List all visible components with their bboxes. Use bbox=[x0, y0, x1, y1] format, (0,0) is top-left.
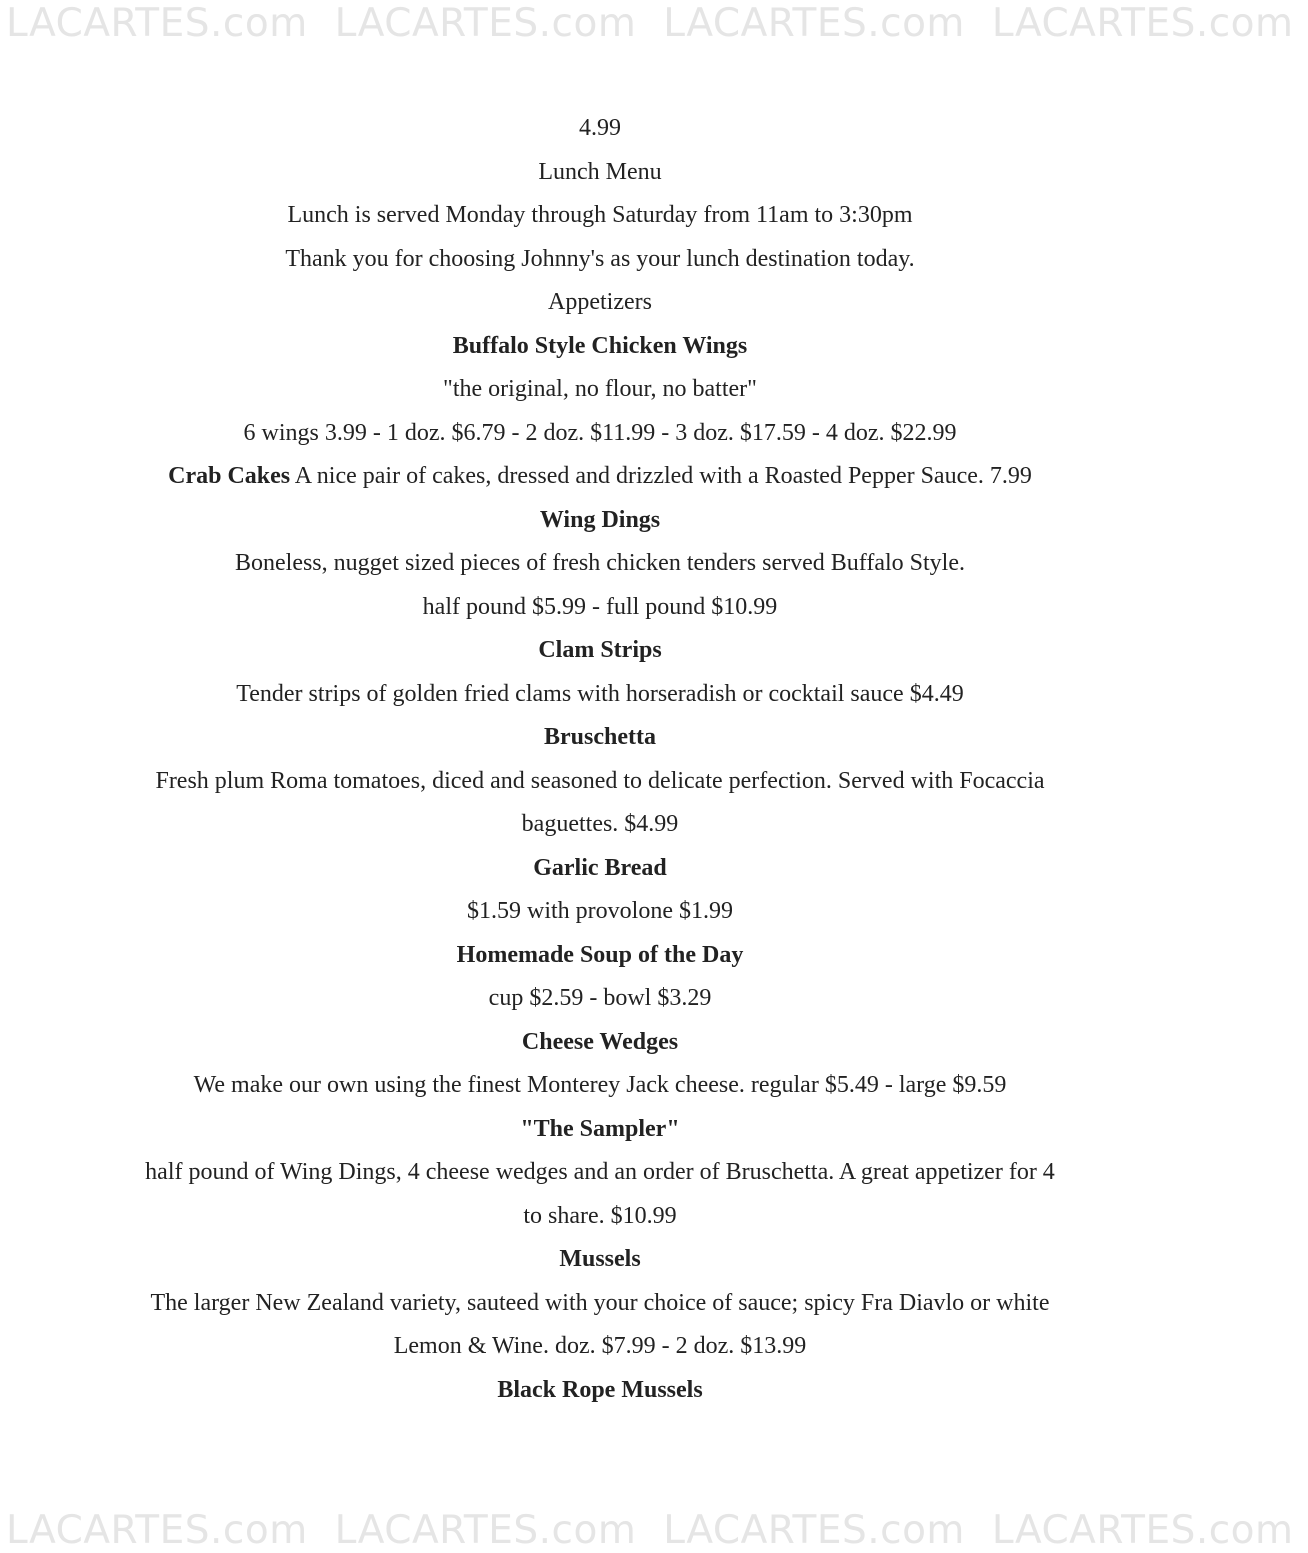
item-prices-buffalo-wings: 6 wings 3.99 - 1 doz. $6.79 - 2 doz. $11.99 - 3 doz. $17.59 - 4 doz. $22.99 bbox=[243, 419, 957, 446]
watermark-text: LACARTES.com bbox=[663, 1508, 965, 1553]
item-name-wing-dings: Wing Dings bbox=[539, 506, 661, 533]
top-price: 4.99 bbox=[579, 115, 621, 141]
item-name-sampler: "The Sampler" bbox=[520, 1115, 680, 1142]
item-desc-wing-dings: Boneless, nugget sized pieces of fresh chicken tenders served Buffalo Style. bbox=[234, 550, 965, 576]
item-name-cheese-wedges: Cheese Wedges bbox=[521, 1028, 679, 1055]
item-prices-soup: cup $2.59 - bowl $3.29 bbox=[488, 985, 712, 1011]
item-name-garlic-bread: Garlic Bread bbox=[533, 854, 667, 881]
item-desc-mussels: The larger New Zealand variety, sauteed with your choice of sauce; spicy Fra Diavlo or white bbox=[150, 1289, 1050, 1316]
watermark-text: LACARTES.com bbox=[991, 1508, 1294, 1553]
item-name-clam-strips: Clam Strips bbox=[538, 637, 662, 663]
watermark-top bbox=[6, 1, 1294, 46]
item-desc-cheese-wedges: We make our own using the finest Monterey Jack cheese. regular $5.49 - large $9.59 bbox=[193, 1072, 1007, 1098]
item-desc-crab-cakes: A nice pair of cakes, dressed and drizzled with a Roasted Pepper Sauce. 7.99 bbox=[290, 463, 1032, 489]
menu-page bbox=[90, 107, 1110, 1412]
item-desc-sampler-cont: to share. $10.99 bbox=[523, 1202, 677, 1229]
menu-title: Lunch Menu bbox=[538, 158, 662, 185]
item-desc-clam-strips: Tender strips of golden fried clams with horseradish or cocktail sauce $4.49 bbox=[236, 680, 964, 707]
item-name-bruschetta: Bruschetta bbox=[544, 724, 656, 750]
item-tagline-buffalo-wings: "the original, no flour, no batter" bbox=[443, 376, 757, 402]
item-name-crab-cakes: Crab Cakes bbox=[168, 463, 291, 489]
item-desc-bruschetta-cont: baguettes. $4.99 bbox=[521, 811, 679, 837]
item-name-mussels: Mussels bbox=[559, 1246, 641, 1272]
thank-you-note: Thank you for choosing Johnny's as your lunch destination today. bbox=[285, 245, 915, 272]
item-name-black-rope-mussels: Black Rope Mussels bbox=[497, 1376, 703, 1403]
watermark-text: LACARTES.com bbox=[6, 1508, 308, 1553]
watermark-bottom bbox=[6, 1508, 1294, 1553]
lunch-hours: Lunch is served Monday through Saturday from 11am to 3:30pm bbox=[287, 202, 913, 228]
item-prices-garlic-bread: $1.59 with provolone $1.99 bbox=[467, 898, 733, 924]
item-desc-sampler: half pound of Wing Dings, 4 cheese wedges and an order of Bruschetta. A great appetizer for 4 bbox=[145, 1159, 1055, 1185]
item-name-soup: Homemade Soup of the Day bbox=[456, 941, 744, 968]
watermark-text: LACARTES.com bbox=[991, 1, 1294, 46]
item-crab-cakes bbox=[90, 455, 1110, 499]
watermark-text: LACARTES.com bbox=[334, 1, 637, 46]
item-name-buffalo-wings: Buffalo Style Chicken Wings bbox=[452, 332, 748, 359]
watermark-text: LACARTES.com bbox=[334, 1508, 637, 1553]
item-desc-mussels-cont: Lemon & Wine. doz. $7.99 - 2 doz. $13.99 bbox=[393, 1333, 807, 1359]
watermark-text: LACARTES.com bbox=[663, 1, 965, 46]
item-prices-wing-dings: half pound $5.99 - full pound $10.99 bbox=[422, 593, 778, 620]
watermark-text: LACARTES.com bbox=[6, 1, 308, 46]
section-heading-appetizers: Appetizers bbox=[548, 289, 652, 315]
item-desc-bruschetta: Fresh plum Roma tomatoes, diced and seasoned to delicate perfection. Served with Focaccia bbox=[155, 767, 1045, 794]
